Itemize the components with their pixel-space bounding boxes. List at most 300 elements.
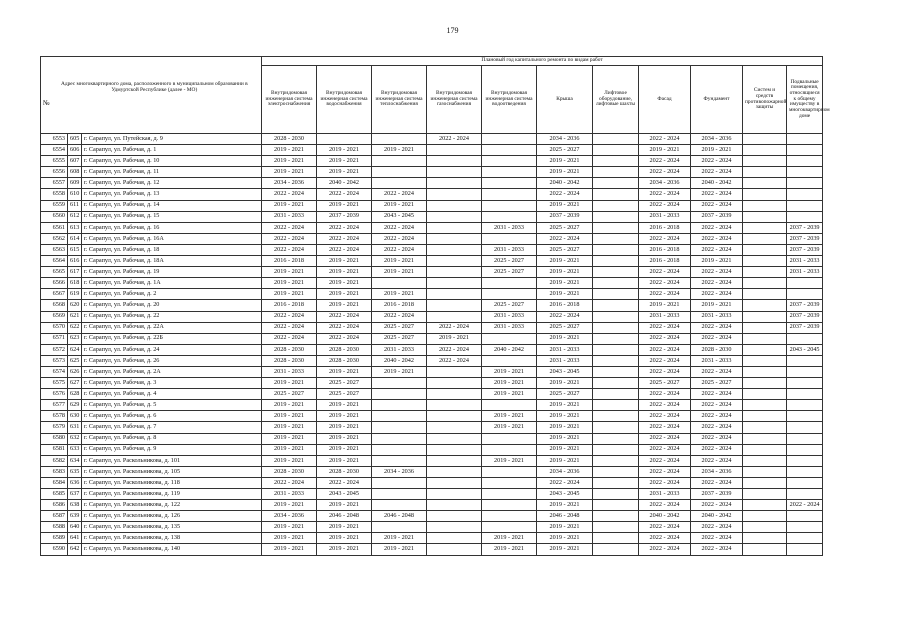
row-year-cell: 2019 - 2021: [317, 422, 372, 433]
row-number: 6581: [41, 444, 68, 455]
row-year-cell: 2037 - 2039: [787, 311, 823, 322]
row-year-cell: 2022 - 2024: [262, 222, 317, 233]
row-year-cell: [427, 167, 482, 178]
row-address: г. Сарапул, ул. Раскольникова, д. 101: [82, 455, 262, 466]
row-year-cell: 2022 - 2024: [639, 289, 691, 300]
row-year-cell: 2025 - 2027: [537, 222, 593, 233]
row-year-cell: 2022 - 2024: [639, 278, 691, 289]
row-year-cell: [427, 189, 482, 200]
table-row: [41, 145, 823, 156]
row-number: 6560: [41, 211, 68, 222]
row-year-cell: [427, 400, 482, 411]
row-year-cell: [427, 178, 482, 189]
row-year-cell: 2040 - 2042: [691, 178, 743, 189]
table-row: [41, 544, 823, 555]
row-address: г. Сарапул, ул. Рабочая, д. 18: [82, 244, 262, 255]
row-id: 616: [68, 256, 82, 267]
row-address: г. Сарапул, ул. Рабочая, д. 14: [82, 200, 262, 211]
row-year-cell: 2025 - 2027: [317, 378, 372, 389]
row-number: 6576: [41, 389, 68, 400]
row-year-cell: [427, 366, 482, 377]
row-year-cell: [593, 544, 639, 555]
row-year-cell: 2019 - 2021: [372, 145, 427, 156]
row-address: г. Сарапул, ул. Рабочая, д. 22: [82, 311, 262, 322]
row-year-cell: [427, 389, 482, 400]
row-year-cell: [482, 178, 537, 189]
row-year-cell: 2019 - 2021: [317, 533, 372, 544]
row-year-cell: [593, 344, 639, 355]
row-year-cell: 2019 - 2021: [262, 533, 317, 544]
row-id: 608: [68, 167, 82, 178]
row-year-cell: 2031 - 2033: [482, 311, 537, 322]
row-number: 6571: [41, 333, 68, 344]
row-address: г. Сарапул, ул. Рабочая, д. 8: [82, 433, 262, 444]
row-year-cell: [743, 211, 787, 222]
row-year-cell: [482, 156, 537, 167]
row-year-cell: [593, 389, 639, 400]
table-row: [41, 322, 823, 333]
row-address: г. Сарапул, ул. Рабочая, д. 16: [82, 222, 262, 233]
row-year-cell: [787, 378, 823, 389]
row-year-cell: [482, 522, 537, 533]
row-year-cell: 2019 - 2021: [482, 411, 537, 422]
row-year-cell: [427, 145, 482, 156]
row-year-cell: 2040 - 2042: [372, 355, 427, 366]
row-year-cell: [372, 134, 427, 145]
row-address: г. Сарапул, ул. Рабочая, д. 1: [82, 145, 262, 156]
row-year-cell: [372, 400, 427, 411]
row-year-cell: [743, 322, 787, 333]
row-year-cell: [593, 189, 639, 200]
header-col: Фасад: [639, 66, 691, 134]
row-address: г. Сарапул, ул. Раскольникова, д. 105: [82, 466, 262, 477]
table-row: [41, 311, 823, 322]
row-year-cell: [787, 466, 823, 477]
row-year-cell: [787, 156, 823, 167]
row-year-cell: [482, 289, 537, 300]
row-year-cell: 2022 - 2024: [691, 333, 743, 344]
row-year-cell: 2031 - 2033: [482, 244, 537, 255]
row-year-cell: 2028 - 2030: [317, 344, 372, 355]
row-year-cell: 2037 - 2039: [787, 244, 823, 255]
row-year-cell: [743, 156, 787, 167]
row-year-cell: 2022 - 2024: [691, 189, 743, 200]
table-row: [41, 411, 823, 422]
row-number: 6563: [41, 244, 68, 255]
row-year-cell: 2022 - 2024: [639, 189, 691, 200]
row-id: 621: [68, 311, 82, 322]
row-address: г. Сарапул, ул. Рабочая, д. 13: [82, 189, 262, 200]
row-year-cell: [593, 433, 639, 444]
row-address: г. Сарапул, ул. Раскольникова, д. 122: [82, 500, 262, 511]
row-year-cell: 2025 - 2027: [537, 322, 593, 333]
row-year-cell: 2019 - 2021: [482, 533, 537, 544]
header-col: Фундамент: [691, 66, 743, 134]
row-year-cell: [787, 455, 823, 466]
row-year-cell: 2022 - 2024: [639, 466, 691, 477]
header-address-label: Адрес многоквартирного дома, расположенного в муниципальном образовании в Удмуртской Республике (далее - МО): [60, 81, 248, 93]
row-year-cell: [743, 256, 787, 267]
row-id: 625: [68, 355, 82, 366]
table-row: [41, 422, 823, 433]
row-year-cell: 2022 - 2024: [691, 156, 743, 167]
row-year-cell: [593, 500, 639, 511]
row-year-cell: 2022 - 2024: [691, 422, 743, 433]
table-row: [41, 156, 823, 167]
row-year-cell: 2019 - 2021: [639, 300, 691, 311]
row-year-cell: [427, 466, 482, 477]
header-col: Внутридомовая инженерная система теплоснабжения: [372, 66, 427, 134]
row-year-cell: [427, 278, 482, 289]
row-year-cell: 2019 - 2021: [372, 256, 427, 267]
row-year-cell: 2022 - 2024: [372, 244, 427, 255]
row-number: 6586: [41, 500, 68, 511]
row-year-cell: [787, 200, 823, 211]
row-year-cell: 2043 - 2045: [787, 344, 823, 355]
row-year-cell: [482, 444, 537, 455]
row-year-cell: 2022 - 2024: [639, 333, 691, 344]
row-year-cell: [482, 200, 537, 211]
row-year-cell: 2019 - 2021: [317, 500, 372, 511]
row-year-cell: [593, 400, 639, 411]
page-number: 179: [446, 26, 459, 35]
row-year-cell: [593, 233, 639, 244]
row-year-cell: [743, 455, 787, 466]
header-no: №: [43, 99, 50, 108]
row-year-cell: 2025 - 2027: [482, 256, 537, 267]
row-number: 6588: [41, 522, 68, 533]
row-id: 612: [68, 211, 82, 222]
row-year-cell: 2019 - 2021: [262, 455, 317, 466]
row-year-cell: 2019 - 2021: [537, 400, 593, 411]
row-year-cell: [787, 433, 823, 444]
row-year-cell: [593, 355, 639, 366]
table-row: [41, 289, 823, 300]
row-year-cell: 2019 - 2021: [537, 422, 593, 433]
row-year-cell: 2022 - 2024: [691, 389, 743, 400]
capital-repair-table: [40, 56, 830, 556]
row-id: 637: [68, 489, 82, 500]
row-id: 631: [68, 422, 82, 433]
row-year-cell: [743, 378, 787, 389]
row-year-cell: 2022 - 2024: [639, 544, 691, 555]
row-year-cell: [593, 244, 639, 255]
row-year-cell: 2019 - 2021: [482, 455, 537, 466]
row-year-cell: [743, 222, 787, 233]
row-year-cell: [787, 189, 823, 200]
row-year-cell: [427, 533, 482, 544]
row-address: г. Сарапул, ул. Рабочая, д. 7: [82, 422, 262, 433]
row-number: 6556: [41, 167, 68, 178]
row-address: г. Сарапул, ул. Рабочая, д. 16А: [82, 233, 262, 244]
row-year-cell: [743, 289, 787, 300]
table-row: [41, 533, 823, 544]
table-row: [41, 267, 823, 278]
row-year-cell: 2037 - 2039: [691, 211, 743, 222]
row-year-cell: 2025 - 2027: [482, 267, 537, 278]
row-year-cell: [593, 222, 639, 233]
row-year-cell: 2031 - 2033: [262, 489, 317, 500]
row-year-cell: 2037 - 2039: [691, 489, 743, 500]
row-address: г. Сарапул, ул. Рабочая, д. 26: [82, 355, 262, 366]
row-year-cell: [482, 189, 537, 200]
row-year-cell: [743, 333, 787, 344]
row-year-cell: [427, 378, 482, 389]
row-year-cell: 2025 - 2027: [317, 389, 372, 400]
row-year-cell: 2025 - 2027: [262, 389, 317, 400]
row-year-cell: 2019 - 2021: [537, 156, 593, 167]
row-id: 642: [68, 544, 82, 555]
row-address: г. Сарапул, ул. Рабочая, д. 19: [82, 267, 262, 278]
row-year-cell: 2037 - 2039: [787, 233, 823, 244]
row-year-cell: 2019 - 2021: [262, 278, 317, 289]
row-number: 6561: [41, 222, 68, 233]
row-year-cell: [482, 477, 537, 488]
row-year-cell: 2016 - 2018: [639, 256, 691, 267]
row-year-cell: 2019 - 2021: [317, 433, 372, 444]
row-year-cell: 2019 - 2021: [317, 400, 372, 411]
row-year-cell: 2022 - 2024: [691, 244, 743, 255]
row-year-cell: 2022 - 2024: [691, 411, 743, 422]
row-year-cell: 2022 - 2024: [372, 189, 427, 200]
row-year-cell: [482, 466, 537, 477]
row-year-cell: 2019 - 2021: [317, 256, 372, 267]
row-year-cell: [593, 522, 639, 533]
header-col: Внутридомовая инженерная система электроснабжения: [262, 66, 317, 134]
row-year-cell: 2031 - 2033: [787, 256, 823, 267]
row-year-cell: 2040 - 2042: [317, 178, 372, 189]
row-year-cell: 2022 - 2024: [537, 189, 593, 200]
row-year-cell: [787, 489, 823, 500]
row-year-cell: 2019 - 2021: [262, 267, 317, 278]
row-number: 6580: [41, 433, 68, 444]
row-year-cell: 2022 - 2024: [639, 400, 691, 411]
row-year-cell: 2022 - 2024: [537, 477, 593, 488]
row-year-cell: 2019 - 2021: [262, 167, 317, 178]
row-year-cell: 2019 - 2021: [482, 544, 537, 555]
row-year-cell: [372, 522, 427, 533]
row-year-cell: [427, 433, 482, 444]
row-year-cell: [787, 389, 823, 400]
table-row: [41, 222, 823, 233]
row-number: 6575: [41, 378, 68, 389]
row-year-cell: 2019 - 2021: [317, 156, 372, 167]
row-id: 619: [68, 289, 82, 300]
row-year-cell: 2022 - 2024: [317, 311, 372, 322]
row-year-cell: [743, 400, 787, 411]
row-year-cell: 2022 - 2024: [317, 222, 372, 233]
row-year-cell: [593, 256, 639, 267]
row-year-cell: 2022 - 2024: [372, 311, 427, 322]
row-year-cell: [743, 344, 787, 355]
table-row: [41, 200, 823, 211]
row-year-cell: 2019 - 2021: [317, 300, 372, 311]
header-address: [41, 57, 262, 134]
row-year-cell: 2022 - 2024: [691, 278, 743, 289]
row-year-cell: 2022 - 2024: [317, 189, 372, 200]
row-address: г. Сарапул, ул. Рабочая, д. 11: [82, 167, 262, 178]
row-id: 617: [68, 267, 82, 278]
row-year-cell: [743, 189, 787, 200]
row-year-cell: 2019 - 2021: [317, 455, 372, 466]
row-number: 6578: [41, 411, 68, 422]
table-row: [41, 489, 823, 500]
row-year-cell: 2022 - 2024: [639, 156, 691, 167]
row-year-cell: 2028 - 2030: [317, 355, 372, 366]
row-id: 632: [68, 433, 82, 444]
row-year-cell: 2031 - 2033: [537, 355, 593, 366]
row-year-cell: 2028 - 2030: [262, 344, 317, 355]
row-number: 6558: [41, 189, 68, 200]
row-year-cell: [427, 311, 482, 322]
row-year-cell: 2019 - 2021: [537, 289, 593, 300]
row-year-cell: 2022 - 2024: [691, 444, 743, 455]
row-year-cell: 2022 - 2024: [691, 500, 743, 511]
row-year-cell: [787, 145, 823, 156]
table-body: [41, 134, 823, 556]
row-year-cell: 2022 - 2024: [691, 433, 743, 444]
row-year-cell: [427, 444, 482, 455]
row-number: 6589: [41, 533, 68, 544]
row-year-cell: [427, 477, 482, 488]
row-year-cell: [593, 333, 639, 344]
row-year-cell: 2019 - 2021: [317, 167, 372, 178]
row-year-cell: 2019 - 2021: [537, 433, 593, 444]
row-year-cell: 2022 - 2024: [691, 222, 743, 233]
row-year-cell: 2022 - 2024: [691, 322, 743, 333]
row-address: г. Сарапул, ул. Рабочая, д. 5: [82, 400, 262, 411]
table-row: [41, 389, 823, 400]
row-id: 628: [68, 389, 82, 400]
row-year-cell: [743, 422, 787, 433]
row-year-cell: [593, 489, 639, 500]
row-year-cell: [743, 489, 787, 500]
row-number: 6573: [41, 355, 68, 366]
row-address: г. Сарапул, ул. Раскольникова, д. 126: [82, 511, 262, 522]
row-year-cell: [593, 178, 639, 189]
row-address: г. Сарапул, ул. Рабочая, д. 22Б: [82, 333, 262, 344]
row-year-cell: [787, 333, 823, 344]
row-year-cell: [372, 500, 427, 511]
row-year-cell: [593, 444, 639, 455]
row-id: 607: [68, 156, 82, 167]
row-year-cell: 2022 - 2024: [427, 355, 482, 366]
row-year-cell: [427, 222, 482, 233]
row-year-cell: 2019 - 2021: [537, 200, 593, 211]
row-id: 620: [68, 300, 82, 311]
row-id: 627: [68, 378, 82, 389]
row-year-cell: 2022 - 2024: [537, 311, 593, 322]
row-year-cell: [787, 211, 823, 222]
row-year-cell: 2028 - 2030: [691, 344, 743, 355]
row-id: 635: [68, 466, 82, 477]
table-row: [41, 233, 823, 244]
row-year-cell: [787, 167, 823, 178]
row-year-cell: [482, 333, 537, 344]
row-year-cell: 2043 - 2045: [537, 489, 593, 500]
row-year-cell: [372, 411, 427, 422]
row-year-cell: [743, 134, 787, 145]
row-year-cell: 2031 - 2033: [372, 344, 427, 355]
row-year-cell: 2022 - 2024: [691, 267, 743, 278]
row-year-cell: 2016 - 2018: [372, 300, 427, 311]
row-year-cell: 2025 - 2027: [482, 300, 537, 311]
row-year-cell: [787, 522, 823, 533]
row-address: г. Сарапул, ул. Рабочая, д. 22А: [82, 322, 262, 333]
row-year-cell: 2019 - 2021: [317, 522, 372, 533]
row-number: 6559: [41, 200, 68, 211]
row-year-cell: 2022 - 2024: [639, 500, 691, 511]
row-year-cell: [743, 145, 787, 156]
row-year-cell: [593, 300, 639, 311]
table-row: [41, 333, 823, 344]
row-year-cell: 2019 - 2021: [537, 522, 593, 533]
row-year-cell: [593, 455, 639, 466]
row-year-cell: 2040 - 2042: [691, 511, 743, 522]
row-year-cell: 2019 - 2021: [262, 400, 317, 411]
row-year-cell: 2019 - 2021: [372, 289, 427, 300]
row-year-cell: 2031 - 2033: [639, 489, 691, 500]
row-year-cell: 2022 - 2024: [639, 477, 691, 488]
row-year-cell: 2031 - 2033: [691, 355, 743, 366]
row-year-cell: 2028 - 2030: [262, 355, 317, 366]
row-year-cell: 2019 - 2021: [537, 278, 593, 289]
row-number: 6557: [41, 178, 68, 189]
row-year-cell: [593, 466, 639, 477]
row-year-cell: 2019 - 2021: [372, 544, 427, 555]
row-year-cell: 2025 - 2027: [537, 145, 593, 156]
row-year-cell: 2019 - 2021: [537, 544, 593, 555]
row-number: 6582: [41, 455, 68, 466]
row-id: 622: [68, 322, 82, 333]
table-row: [41, 211, 823, 222]
row-year-cell: [427, 300, 482, 311]
row-year-cell: [743, 389, 787, 400]
row-year-cell: [743, 500, 787, 511]
row-year-cell: 2031 - 2033: [482, 322, 537, 333]
row-year-cell: 2022 - 2024: [691, 200, 743, 211]
row-address: г. Сарапул, ул. Путейская, д. 9: [82, 134, 262, 145]
row-address: г. Сарапул, ул. Рабочая, д. 15: [82, 211, 262, 222]
row-year-cell: [427, 511, 482, 522]
row-year-cell: 2022 - 2024: [262, 311, 317, 322]
row-year-cell: 2022 - 2024: [691, 233, 743, 244]
row-year-cell: 2019 - 2021: [262, 433, 317, 444]
row-year-cell: 2016 - 2018: [262, 256, 317, 267]
row-year-cell: 2022 - 2024: [372, 233, 427, 244]
row-year-cell: [743, 267, 787, 278]
row-year-cell: 2031 - 2033: [639, 211, 691, 222]
row-address: г. Сарапул, ул. Рабочая, д. 6: [82, 411, 262, 422]
row-year-cell: 2019 - 2021: [317, 145, 372, 156]
row-year-cell: 2019 - 2021: [262, 444, 317, 455]
table-header: [41, 57, 830, 134]
row-year-cell: 2022 - 2024: [639, 355, 691, 366]
row-year-cell: [593, 289, 639, 300]
row-number: 6564: [41, 256, 68, 267]
row-year-cell: [427, 200, 482, 211]
row-year-cell: [743, 511, 787, 522]
table-row: [41, 477, 823, 488]
row-year-cell: 2022 - 2024: [639, 455, 691, 466]
row-year-cell: [372, 444, 427, 455]
row-year-cell: 2022 - 2024: [427, 134, 482, 145]
row-id: 634: [68, 455, 82, 466]
row-id: 630: [68, 411, 82, 422]
row-id: 613: [68, 222, 82, 233]
row-year-cell: 2022 - 2024: [639, 322, 691, 333]
row-year-cell: [787, 355, 823, 366]
